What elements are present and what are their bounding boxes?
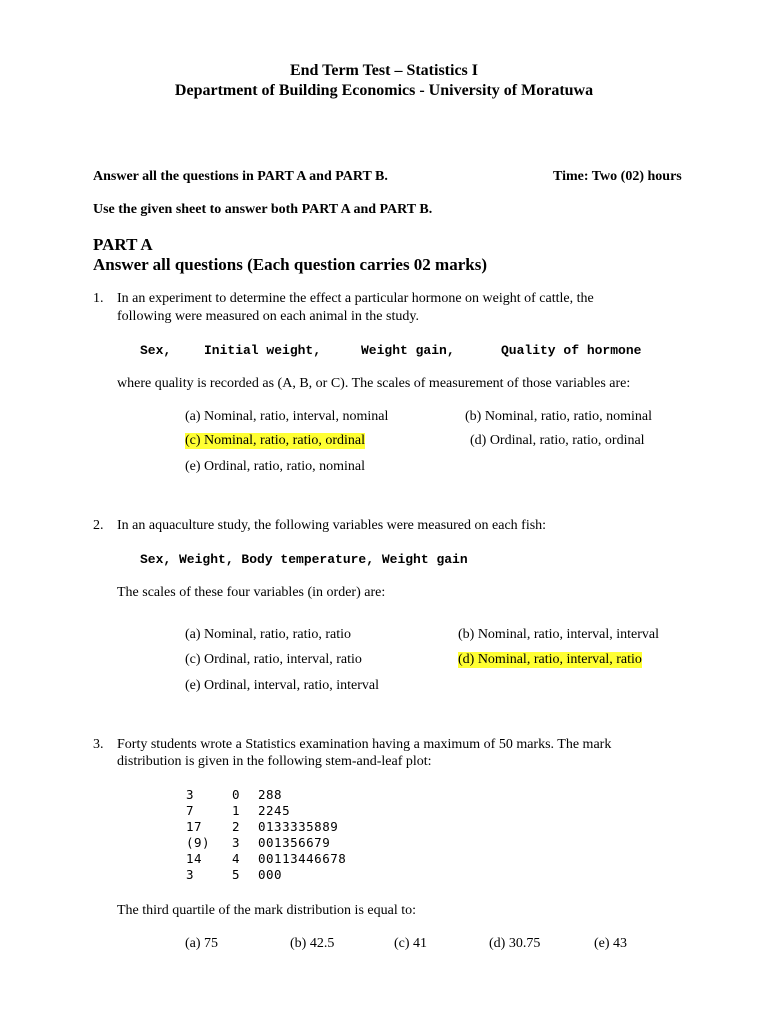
stem-leaf-count: 3 <box>186 867 195 882</box>
question-text: distribution is given in the following stem-and-leaf plot: <box>117 754 432 769</box>
stem-leaf-stem: 0 <box>232 787 241 802</box>
stem-leaf-leaves: 2245 <box>258 803 291 818</box>
question-text: Forty students wrote a Statistics examination having a maximum of 50 marks. The mark <box>117 737 612 752</box>
stem-leaf-stem: 5 <box>232 867 241 882</box>
stem-leaf-leaves: 00113446678 <box>258 851 347 866</box>
instruction-time: Time: Two (02) hours <box>553 169 682 184</box>
stem-leaf-stem: 3 <box>232 835 241 850</box>
option-b: (b) Nominal, ratio, interval, interval <box>458 627 659 642</box>
option-e: (e) Ordinal, ratio, ratio, nominal <box>185 459 365 474</box>
option-b: (b) 42.5 <box>290 936 335 951</box>
question-number: 2. <box>93 518 104 533</box>
stem-leaf-leaves: 0133335889 <box>258 819 339 834</box>
stem-leaf-leaves: 000 <box>258 867 283 882</box>
stem-leaf-count: (9) <box>186 835 211 850</box>
variable-item: Initial weight, <box>204 343 322 358</box>
option-a: (a) Nominal, ratio, ratio, ratio <box>185 627 351 642</box>
question-text: The third quartile of the mark distribution is equal to: <box>117 903 416 918</box>
instruction-use-sheet: Use the given sheet to answer both PART A and PART B. <box>93 202 433 217</box>
variable-item: Sex, <box>140 343 172 358</box>
question-text: following were measured on each animal in the study. <box>117 309 419 324</box>
option-c-highlighted: (c) Nominal, ratio, ratio, ordinal <box>185 433 365 448</box>
stem-leaf-leaves: 288 <box>258 787 283 802</box>
stem-leaf-count: 7 <box>186 803 195 818</box>
question-number: 1. <box>93 291 104 306</box>
option-e: (e) Ordinal, interval, ratio, interval <box>185 678 379 693</box>
document-title: End Term Test – Statistics I <box>289 62 479 79</box>
option-b: (b) Nominal, ratio, ratio, nominal <box>465 409 653 424</box>
stem-leaf-count: 14 <box>186 851 203 866</box>
option-c: (c) 41 <box>394 936 428 951</box>
stem-leaf-stem: 2 <box>232 819 241 834</box>
option-c: (c) Ordinal, ratio, interval, ratio <box>185 652 362 667</box>
question-number: 3. <box>93 737 104 752</box>
stem-leaf-count: 3 <box>186 787 195 802</box>
document-subtitle: Department of Building Economics - University of Moratuwa <box>174 82 594 99</box>
instruction-answer-all: Answer all the questions in PART A and PART B. <box>93 169 388 184</box>
stem-leaf-leaves: 001356679 <box>258 835 331 850</box>
stem-leaf-stem: 4 <box>232 851 241 866</box>
question-text: In an aquaculture study, the following variables were measured on each fish: <box>117 518 547 533</box>
variable-list: Sex, Weight, Body temperature, Weight gain <box>140 552 468 567</box>
question-text: In an experiment to determine the effect a particular hormone on weight of cattle, the <box>117 291 594 306</box>
part-a-heading: PART A <box>93 235 153 254</box>
part-a-subheading: Answer all questions (Each question carries 02 marks) <box>93 255 487 274</box>
stem-leaf-stem: 1 <box>232 803 241 818</box>
question-text: where quality is recorded as (A, B, or C). The scales of measurement of those variables are: <box>117 376 631 391</box>
option-a: (a) 75 <box>185 936 219 951</box>
question-text: The scales of these four variables (in order) are: <box>117 585 386 600</box>
option-d-highlighted: (d) Nominal, ratio, interval, ratio <box>458 652 642 667</box>
option-d: (d) Ordinal, ratio, ratio, ordinal <box>470 433 645 448</box>
option-e: (e) 43 <box>594 936 628 951</box>
option-a: (a) Nominal, ratio, interval, nominal <box>185 409 389 424</box>
variable-item: Quality of hormone <box>501 343 642 358</box>
stem-leaf-count: 17 <box>186 819 203 834</box>
option-d: (d) 30.75 <box>489 936 541 951</box>
variable-item: Weight gain, <box>361 343 455 358</box>
